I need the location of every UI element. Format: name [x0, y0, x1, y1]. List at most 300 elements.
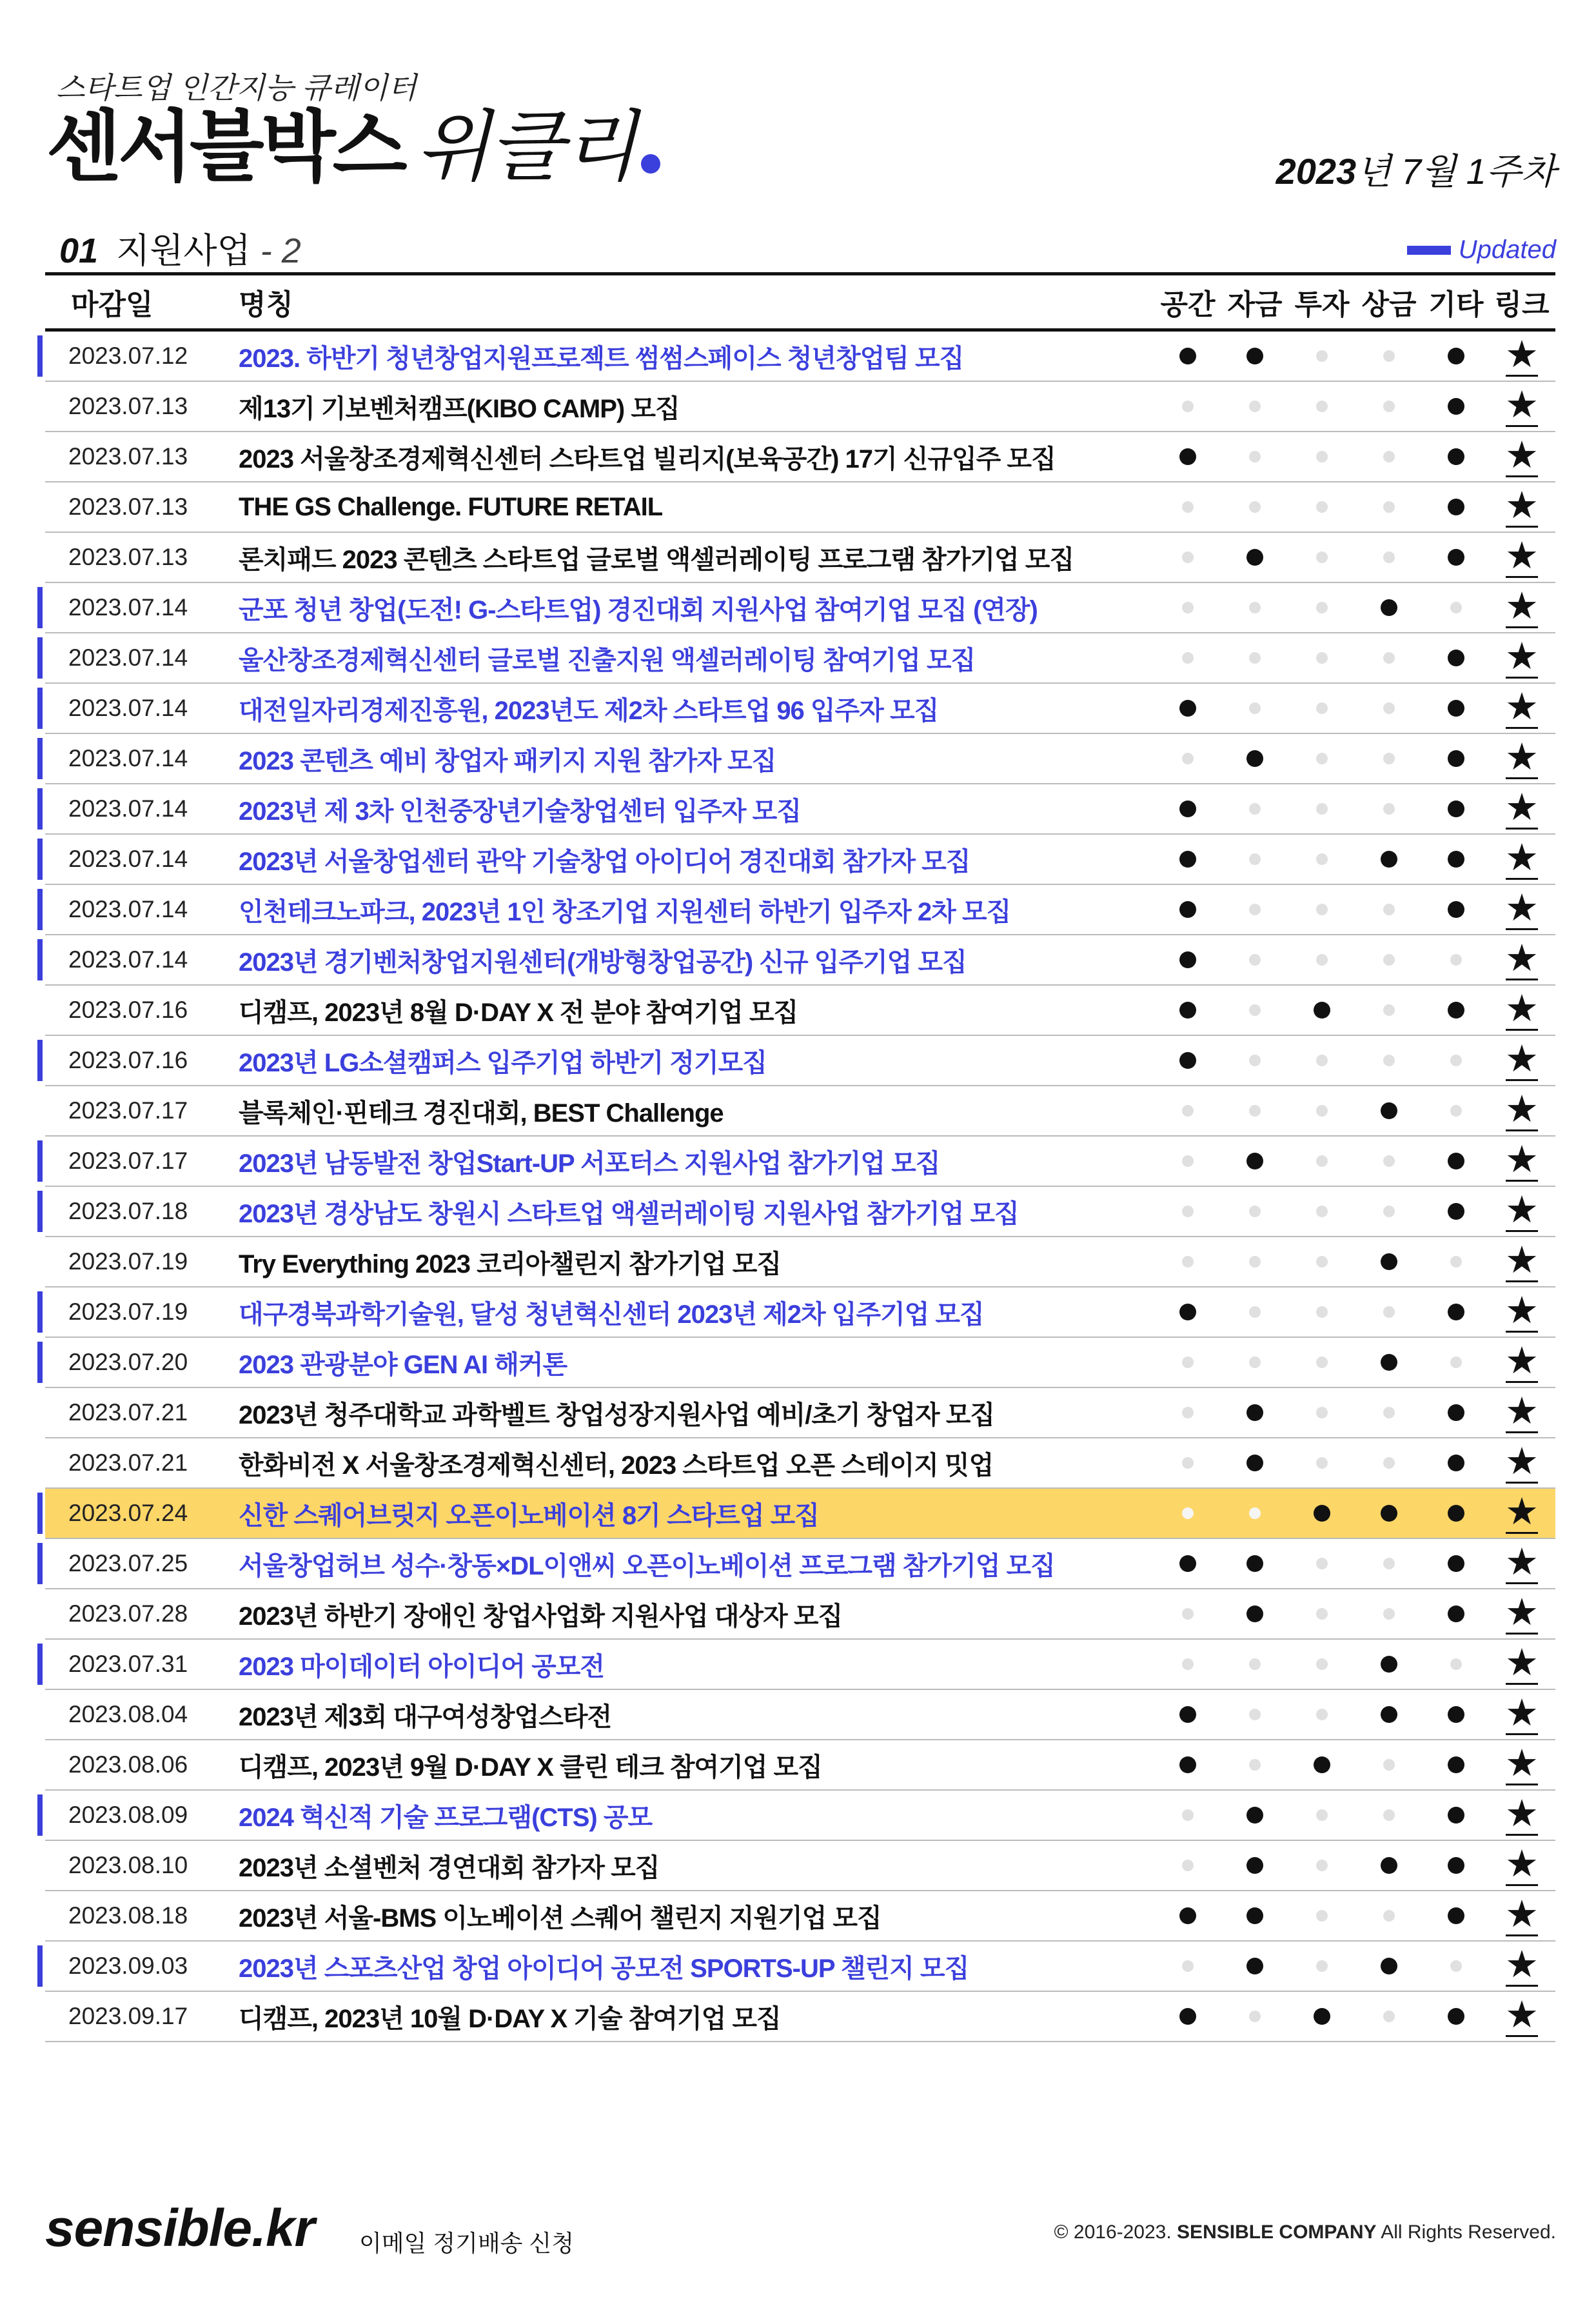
mark-investment [1288, 1338, 1355, 1387]
row-name[interactable]: 론치패드 2023 콘텐츠 스타트업 글로벌 액셀러레이팅 프로그램 참가기업 모집 [239, 545, 1074, 574]
link-cell[interactable] [1488, 1690, 1555, 1739]
row-name[interactable]: 한화비전 X 서울창조경제혁신센터, 2023 스타트업 오픈 스테이지 밋업 [239, 1451, 994, 1480]
filled-dot-icon [1381, 1706, 1397, 1723]
link-cell[interactable] [1488, 684, 1555, 733]
link-cell[interactable] [1488, 986, 1555, 1035]
star-link-icon[interactable]: ★ [1505, 886, 1539, 929]
mark-space [1154, 1539, 1221, 1588]
empty-dot-icon [1249, 1055, 1261, 1066]
star-link-icon[interactable]: ★ [1505, 1440, 1539, 1482]
star-link-icon[interactable]: ★ [1505, 1993, 1539, 2036]
mark-space [1154, 1187, 1221, 1236]
mark-space [1154, 935, 1221, 984]
mark-funding [1221, 885, 1288, 934]
empty-dot-icon [1182, 1105, 1194, 1117]
empty-dot-icon [1316, 1055, 1328, 1066]
empty-dot-icon [1316, 1155, 1328, 1167]
row-name[interactable]: 대전일자리경제진흥원, 2023년도 제2차 스타트업 96 입주자 모집 [239, 696, 939, 725]
row-name[interactable]: 제13기 기보벤처캠프(KIBO CAMP) 모집 [239, 394, 680, 423]
mark-funding [1221, 1036, 1288, 1085]
star-link-icon[interactable]: ★ [1505, 685, 1539, 728]
company-name: SENSIBLE COMPANY [1177, 2222, 1377, 2243]
mark-investment [1288, 1640, 1355, 1689]
empty-dot-icon [1249, 602, 1261, 613]
filled-dot-icon [1448, 1706, 1464, 1723]
row-name[interactable]: 울산창조경제혁신센터 글로벌 진출지원 액셀러레이팅 참여기업 모집 [239, 646, 976, 675]
table-row[interactable] [45, 935, 1555, 986]
mark-prize [1355, 1740, 1423, 1789]
table-row[interactable] [45, 1589, 1555, 1640]
table-row[interactable] [45, 533, 1555, 583]
mark-funding [1221, 1086, 1288, 1135]
mark-investment [1288, 633, 1355, 682]
row-name[interactable]: 2023년 스포츠산업 창업 아이디어 공모전 SPORTS-UP 챌린지 모집 [239, 1954, 969, 1983]
mark-other [1423, 1891, 1490, 1940]
star-link-icon[interactable]: ★ [1505, 735, 1539, 778]
program-table [45, 272, 1555, 2042]
link-cell[interactable] [1488, 633, 1555, 682]
mark-space [1154, 1891, 1221, 1940]
link-cell[interactable] [1488, 1539, 1555, 1588]
star-link-icon[interactable]: ★ [1505, 1641, 1539, 1684]
row-deadline: 2023.07.28 [68, 1600, 188, 1627]
empty-dot-icon [1383, 803, 1395, 815]
empty-dot-icon [1249, 1507, 1261, 1519]
link-cell[interactable] [1488, 1841, 1555, 1890]
row-name[interactable]: 2023년 남동발전 창업Start-UP 서포터스 지원사업 참가기업 모집 [239, 1149, 940, 1178]
mark-prize [1355, 1992, 1423, 2041]
star-link-icon[interactable]: ★ [1505, 937, 1539, 979]
filled-dot-icon [1448, 1807, 1464, 1824]
star-link-icon[interactable]: ★ [1505, 635, 1539, 677]
star-link-icon[interactable]: ★ [1505, 584, 1539, 627]
mark-prize [1355, 1438, 1423, 1487]
table-row[interactable] [45, 1036, 1555, 1086]
star-link-icon[interactable]: ★ [1505, 1792, 1539, 1834]
link-cell[interactable] [1488, 1640, 1555, 1689]
mark-investment [1288, 482, 1355, 532]
row-name[interactable]: 2023년 제 3차 인천중장년기술창업센터 입주자 모집 [239, 797, 801, 826]
link-cell[interactable] [1488, 482, 1555, 532]
table-row[interactable] [45, 1338, 1555, 1388]
table-row[interactable] [45, 482, 1555, 533]
star-link-icon[interactable]: ★ [1505, 1138, 1539, 1180]
link-cell[interactable] [1488, 885, 1555, 934]
mark-prize [1355, 382, 1423, 431]
row-name[interactable]: 디캠프, 2023년 9월 D·DAY X 클린 테크 참여기업 모집 [239, 1753, 822, 1782]
star-link-icon[interactable]: ★ [1505, 1188, 1539, 1231]
row-name[interactable]: 2023. 하반기 청년창업지원프로젝트 썸썸스페이스 청년창업팀 모집 [239, 344, 964, 373]
mark-other [1423, 1589, 1490, 1638]
table-row[interactable] [45, 1388, 1555, 1438]
row-name[interactable]: THE GS Challenge. FUTURE RETAIL [239, 492, 663, 521]
link-cell[interactable] [1488, 1388, 1555, 1437]
mark-other [1423, 1438, 1490, 1487]
link-cell[interactable] [1488, 1338, 1555, 1387]
link-cell[interactable] [1488, 835, 1555, 884]
star-link-icon[interactable]: ★ [1505, 1088, 1539, 1130]
mark-space [1154, 1841, 1221, 1890]
mark-other [1423, 1640, 1490, 1689]
table-row[interactable] [45, 1187, 1555, 1237]
mark-investment [1288, 583, 1355, 632]
empty-dot-icon [1383, 753, 1395, 764]
link-cell[interactable] [1488, 1891, 1555, 1940]
mark-funding [1221, 533, 1288, 582]
row-name[interactable]: 디캠프, 2023년 10월 D·DAY X 기술 참여기업 모집 [239, 2004, 781, 2033]
empty-dot-icon [1383, 954, 1395, 966]
empty-dot-icon [1316, 702, 1328, 714]
mark-space [1154, 1237, 1221, 1286]
empty-dot-icon [1182, 1155, 1194, 1167]
row-name[interactable]: 2024 혁신적 기술 프로그램(CTS) 공모 [239, 1803, 653, 1832]
table-row[interactable] [45, 1791, 1555, 1841]
mark-investment [1288, 1589, 1355, 1638]
table-row[interactable] [45, 1942, 1555, 1992]
mark-other [1423, 1388, 1490, 1437]
empty-dot-icon [1182, 1407, 1194, 1418]
link-cell[interactable] [1488, 583, 1555, 632]
row-name[interactable]: 2023년 제3회 대구여성창업스타전 [239, 1702, 612, 1731]
table-row[interactable] [45, 583, 1555, 633]
empty-dot-icon [1316, 501, 1328, 513]
empty-dot-icon [1316, 1457, 1328, 1469]
empty-dot-icon [1316, 803, 1328, 815]
row-deadline: 2023.07.19 [68, 1298, 188, 1325]
link-cell[interactable] [1488, 1237, 1555, 1286]
row-name[interactable]: 군포 청년 창업(도전! G-스타트업) 경진대회 지원사업 참여기업 모집 (연장) [239, 595, 1038, 624]
mark-investment [1288, 1539, 1355, 1588]
row-deadline: 2023.07.25 [68, 1550, 188, 1576]
mark-investment [1288, 1137, 1355, 1186]
filled-dot-icon [1179, 901, 1196, 918]
section-number: 01 [59, 232, 99, 270]
filled-dot-icon [1179, 951, 1196, 968]
mark-funding [1221, 1287, 1288, 1337]
mark-other [1423, 1137, 1490, 1186]
row-name[interactable]: 2023년 청주대학교 과학벨트 창업성장지원사업 예비/초기 창업자 모집 [239, 1400, 995, 1429]
empty-dot-icon [1383, 1206, 1395, 1217]
mark-space [1154, 633, 1221, 682]
table-row[interactable] [45, 1539, 1555, 1589]
mark-funding [1221, 1992, 1288, 2041]
mark-prize [1355, 1086, 1423, 1135]
star-link-icon[interactable]: ★ [1505, 1742, 1539, 1784]
filled-dot-icon [1381, 1656, 1397, 1673]
row-deadline: 2023.08.10 [68, 1852, 188, 1878]
empty-dot-icon [1182, 1507, 1194, 1519]
row-deadline: 2023.07.19 [68, 1248, 188, 1275]
updated-label: Updated [1458, 235, 1556, 264]
mark-space [1154, 1640, 1221, 1689]
row-name[interactable]: 2023년 LG소셜캠퍼스 입주기업 하반기 정기모집 [239, 1048, 767, 1077]
empty-dot-icon [1450, 1357, 1462, 1368]
table-row[interactable] [45, 684, 1555, 734]
mark-prize [1355, 1137, 1423, 1186]
star-link-icon[interactable]: ★ [1505, 1691, 1539, 1734]
header-link: 링크 [1494, 289, 1550, 321]
star-link-icon[interactable]: ★ [1505, 383, 1539, 426]
mark-other [1423, 1841, 1490, 1890]
row-name[interactable]: 2023년 경상남도 창원시 스타트업 액셀러레이팅 지원사업 참가기업 모집 [239, 1199, 1019, 1228]
mark-prize [1355, 1036, 1423, 1085]
empty-dot-icon [1316, 552, 1328, 563]
filled-dot-icon [1448, 1605, 1464, 1622]
mark-other [1423, 1237, 1490, 1286]
link-cell[interactable] [1488, 784, 1555, 833]
star-link-icon[interactable]: ★ [1505, 836, 1539, 879]
star-link-icon[interactable]: ★ [1505, 1943, 1539, 1985]
empty-dot-icon [1383, 1608, 1395, 1620]
star-link-icon[interactable]: ★ [1505, 786, 1539, 828]
filled-dot-icon [1246, 549, 1263, 566]
link-cell[interactable] [1488, 1791, 1555, 1840]
filled-dot-icon [1448, 2008, 1464, 2025]
row-name[interactable]: 2023년 소셜벤처 경연대회 참가자 모집 [239, 1853, 660, 1882]
table-row[interactable] [45, 1086, 1555, 1137]
row-name[interactable]: 블록체인·핀테크 경진대회, BEST Challenge [239, 1098, 724, 1128]
empty-dot-icon [1383, 1055, 1395, 1066]
mark-funding [1221, 1237, 1288, 1286]
mark-other [1423, 885, 1490, 934]
table-row[interactable] [45, 1841, 1555, 1891]
link-cell[interactable] [1488, 1740, 1555, 1789]
row-name[interactable]: 2023 관광분야 GEN AI 해커톤 [239, 1350, 567, 1379]
link-cell[interactable] [1488, 1187, 1555, 1236]
row-name[interactable]: 2023년 서울-BMS 이노베이션 스퀘어 챌린지 지원기업 모집 [239, 1903, 882, 1933]
row-deadline: 2023.07.18 [68, 1198, 188, 1224]
filled-dot-icon [1448, 1857, 1464, 1874]
row-name[interactable]: 2023 서울창조경제혁신센터 스타트업 빌리지(보육공간) 17기 신규입주 모집 [239, 444, 1056, 473]
mark-other [1423, 533, 1490, 582]
mark-prize [1355, 1539, 1423, 1588]
row-name[interactable]: 인천테크노파크, 2023년 1인 창조기업 지원센터 하반기 입주자 2차 모집 [239, 897, 1011, 926]
table-row[interactable] [45, 835, 1555, 885]
mark-investment [1288, 1791, 1355, 1840]
link-cell[interactable] [1488, 935, 1555, 984]
row-deadline: 2023.07.12 [68, 343, 188, 369]
mark-funding [1221, 986, 1288, 1035]
mark-other [1423, 1086, 1490, 1135]
filled-dot-icon [1381, 1505, 1397, 1522]
mark-funding [1221, 1791, 1288, 1840]
table-row[interactable] [45, 633, 1555, 684]
filled-dot-icon [1448, 1907, 1464, 1924]
table-row[interactable] [45, 1489, 1555, 1539]
mark-prize [1355, 1640, 1423, 1689]
star-link-icon[interactable]: ★ [1505, 333, 1539, 375]
star-link-icon[interactable]: ★ [1505, 1591, 1539, 1633]
mark-investment [1288, 1187, 1355, 1236]
link-cell[interactable] [1488, 1589, 1555, 1638]
filled-dot-icon [1179, 1756, 1196, 1773]
filled-dot-icon [1314, 1002, 1330, 1019]
table-row[interactable] [45, 1891, 1555, 1942]
row-deadline: 2023.07.20 [68, 1349, 188, 1375]
row-name[interactable]: 2023 마이데이터 아이디어 공모전 [239, 1652, 605, 1681]
filled-dot-icon [1448, 448, 1464, 465]
empty-dot-icon [1182, 552, 1194, 563]
filled-dot-icon [1448, 1505, 1464, 1522]
table-body [45, 332, 1555, 2042]
mark-investment [1288, 734, 1355, 783]
link-cell[interactable] [1488, 1036, 1555, 1085]
filled-dot-icon [1448, 851, 1464, 868]
empty-dot-icon [1182, 753, 1194, 764]
row-name[interactable]: 2023년 경기벤처창업지원센터(개방형창업공간) 신규 입주기업 모집 [239, 948, 967, 977]
empty-dot-icon [1316, 1105, 1328, 1117]
table-row[interactable] [45, 885, 1555, 935]
empty-dot-icon [1383, 1558, 1395, 1569]
star-link-icon[interactable]: ★ [1505, 1289, 1539, 1331]
empty-dot-icon [1249, 1357, 1261, 1368]
subscribe-link[interactable]: 이메일 정기배송 신청 [359, 2230, 574, 2256]
star-link-icon[interactable]: ★ [1505, 1037, 1539, 1080]
filled-dot-icon [1246, 1153, 1263, 1169]
link-cell[interactable] [1488, 1086, 1555, 1135]
table-row[interactable] [45, 1137, 1555, 1187]
link-cell[interactable] [1488, 533, 1555, 582]
link-cell[interactable] [1488, 1137, 1555, 1186]
empty-dot-icon [1383, 552, 1395, 563]
link-cell[interactable] [1488, 734, 1555, 783]
row-deadline: 2023.07.13 [68, 443, 188, 470]
star-link-icon[interactable]: ★ [1505, 1893, 1539, 1935]
table-row[interactable] [45, 784, 1555, 835]
mark-other [1423, 734, 1490, 783]
star-link-icon[interactable]: ★ [1505, 433, 1539, 476]
mark-prize [1355, 482, 1423, 532]
filled-dot-icon [1448, 1153, 1464, 1169]
table-row[interactable] [45, 1287, 1555, 1338]
filled-dot-icon [1246, 1807, 1263, 1824]
star-link-icon[interactable]: ★ [1505, 1339, 1539, 1382]
row-name[interactable]: 서울창업허브 성수·창동×DL이앤씨 오픈이노베이션 프로그램 참가기업 모집 [239, 1551, 1055, 1580]
mark-prize [1355, 1489, 1423, 1538]
table-row[interactable] [45, 986, 1555, 1036]
mark-funding [1221, 1137, 1288, 1186]
empty-dot-icon [1316, 954, 1328, 966]
mark-investment [1288, 1489, 1355, 1538]
row-deadline: 2023.08.18 [68, 1902, 188, 1929]
link-cell[interactable] [1488, 1438, 1555, 1487]
row-deadline: 2023.07.14 [68, 896, 188, 922]
star-link-icon[interactable]: ★ [1505, 1389, 1539, 1432]
link-cell[interactable] [1488, 1287, 1555, 1337]
table-row[interactable] [45, 1690, 1555, 1740]
mark-other [1423, 684, 1490, 733]
filled-dot-icon [1179, 348, 1196, 364]
filled-dot-icon [1314, 2008, 1330, 2025]
table-row[interactable] [45, 1740, 1555, 1791]
updated-bar-icon [1407, 246, 1451, 255]
star-link-icon[interactable]: ★ [1505, 987, 1539, 1029]
empty-dot-icon [1383, 350, 1395, 362]
link-cell[interactable] [1488, 432, 1555, 481]
mark-other [1423, 482, 1490, 532]
mark-prize [1355, 986, 1423, 1035]
mark-space [1154, 1589, 1221, 1638]
filled-dot-icon [1448, 1203, 1464, 1220]
row-deadline: 2023.07.14 [68, 745, 188, 771]
row-name[interactable]: 디캠프, 2023년 8월 D·DAY X 전 분야 참여기업 모집 [239, 998, 798, 1027]
row-name[interactable]: 신한 스퀘어브릿지 오픈이노베이션 8기 스타트업 모집 [239, 1501, 819, 1530]
row-name[interactable]: 2023 콘텐츠 예비 창업자 패키지 지원 참가자 모집 [239, 746, 776, 775]
filled-dot-icon [1448, 1304, 1464, 1320]
mark-prize [1355, 1287, 1423, 1337]
empty-dot-icon [1249, 853, 1261, 865]
table-row[interactable] [45, 432, 1555, 482]
table-row[interactable] [45, 382, 1555, 432]
empty-dot-icon [1249, 1709, 1261, 1720]
row-deadline: 2023.08.04 [68, 1701, 188, 1727]
link-cell[interactable] [1488, 1992, 1555, 2041]
table-row[interactable] [45, 332, 1555, 382]
link-cell[interactable] [1488, 1489, 1555, 1538]
star-link-icon[interactable]: ★ [1505, 1842, 1539, 1885]
row-deadline: 2023.07.14 [68, 946, 188, 973]
star-link-icon[interactable]: ★ [1505, 1540, 1539, 1583]
table-row[interactable] [45, 734, 1555, 784]
row-deadline: 2023.07.21 [68, 1399, 188, 1426]
table-header [45, 275, 1555, 332]
mark-investment [1288, 332, 1355, 381]
mark-prize [1355, 1891, 1423, 1940]
mark-funding [1221, 835, 1288, 884]
row-name[interactable]: 2023년 하반기 장애인 창업사업화 지원사업 대상자 모집 [239, 1602, 843, 1631]
link-cell[interactable] [1488, 332, 1555, 381]
mark-prize [1355, 684, 1423, 733]
table-row[interactable] [45, 1640, 1555, 1690]
footer-brand[interactable]: sensible.kr [45, 2199, 315, 2258]
empty-dot-icon [1249, 501, 1261, 513]
table-row[interactable] [45, 1992, 1555, 2042]
filled-dot-icon [1448, 750, 1464, 767]
filled-dot-icon [1179, 1002, 1196, 1019]
section-suffix: - 2 [260, 232, 301, 270]
mark-prize [1355, 1942, 1423, 1991]
mark-space [1154, 332, 1221, 381]
header-space: 공간 [1160, 289, 1216, 321]
row-name[interactable]: 2023년 서울창업센터 관악 기술창업 아이디어 경진대회 참가자 모집 [239, 847, 970, 876]
row-name[interactable]: 대구경북과학기술원, 달성 청년혁신센터 2023년 제2차 입주기업 모집 [239, 1300, 984, 1329]
star-link-icon[interactable]: ★ [1505, 1238, 1539, 1281]
mark-investment [1288, 1690, 1355, 1739]
updated-legend [1407, 235, 1556, 264]
brand-light: 위클리 [415, 104, 636, 190]
link-cell[interactable] [1488, 382, 1555, 431]
table-row[interactable] [45, 1438, 1555, 1489]
filled-dot-icon [1246, 348, 1263, 364]
row-name[interactable]: Try Everything 2023 코리아챌린지 참가기업 모집 [239, 1249, 781, 1278]
table-row[interactable] [45, 1237, 1555, 1287]
mark-funding [1221, 1187, 1288, 1236]
mark-prize [1355, 935, 1423, 984]
mark-investment [1288, 684, 1355, 733]
mark-funding [1221, 432, 1288, 481]
mark-space [1154, 1690, 1221, 1739]
star-link-icon[interactable]: ★ [1505, 484, 1539, 526]
filled-dot-icon [1448, 348, 1464, 364]
star-link-icon[interactable]: ★ [1505, 1490, 1539, 1533]
row-deadline: 2023.09.03 [68, 1953, 188, 1979]
brand-title [46, 104, 660, 190]
link-cell[interactable] [1488, 1942, 1555, 1991]
filled-dot-icon [1246, 1907, 1263, 1924]
empty-dot-icon [1316, 652, 1328, 664]
star-link-icon[interactable]: ★ [1505, 534, 1539, 577]
row-deadline: 2023.09.17 [68, 2003, 188, 2029]
